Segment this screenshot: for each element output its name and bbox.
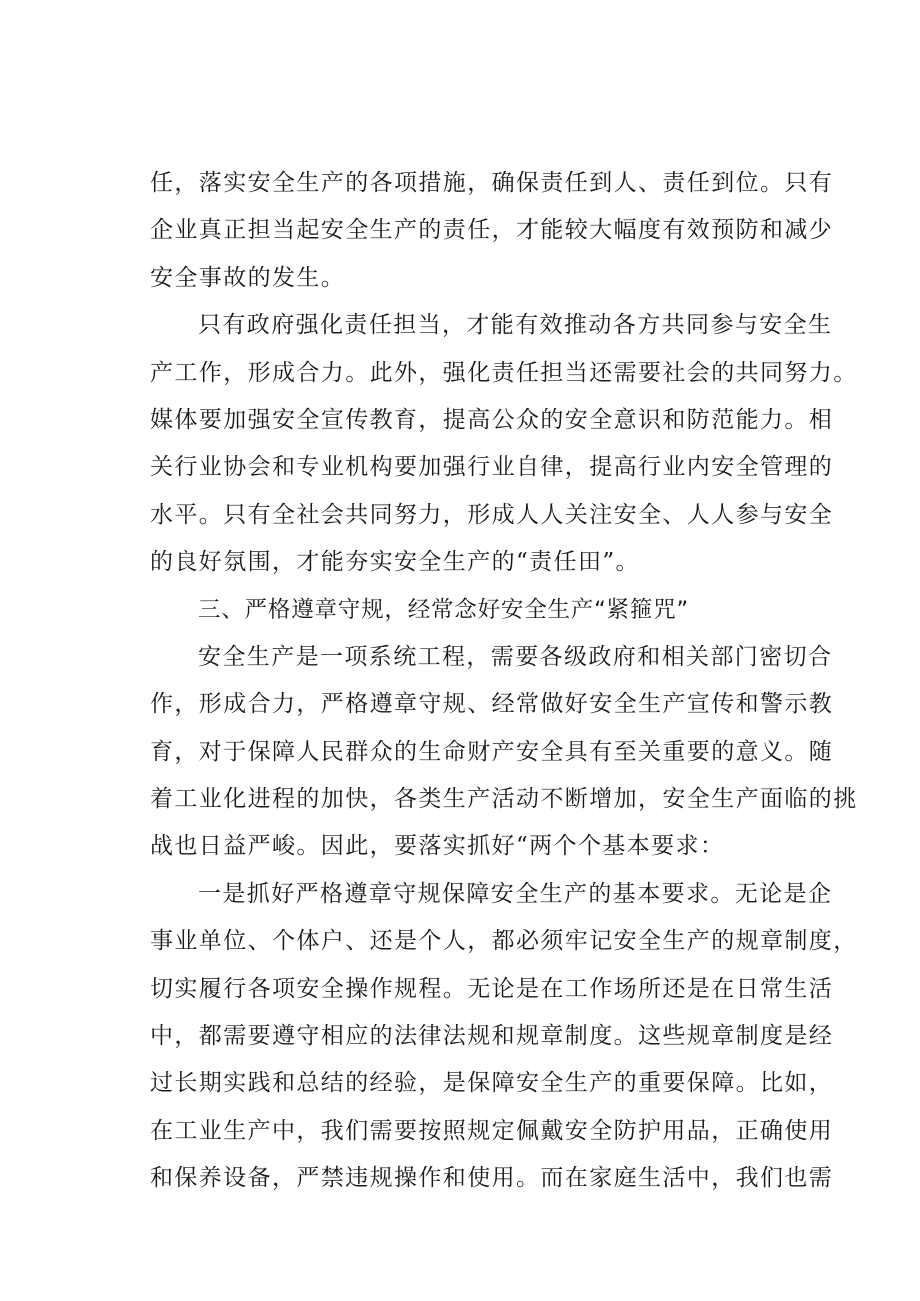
text-line: 事业单位、个体户、还是个人，都必须牢记安全生产的规章制度， xyxy=(150,928,858,955)
document-page xyxy=(150,160,858,1203)
text-line: 关行业协会和专业机构要加强行业自律，提高行业内安全管理的 xyxy=(150,454,834,481)
text-line: 在工业生产中，我们需要按照规定佩戴安全防护用品，正确使用 xyxy=(150,1117,834,1144)
text-line: 育，对于保障人民群众的生命财产安全具有至关重要的意义。随 xyxy=(150,738,834,765)
text-line: 切实履行各项安全操作规程。无论是在工作场所还是在日常生活 xyxy=(150,975,834,1002)
text-line: 一是抓好严格遵章守规保障安全生产的基本要求。无论是企 xyxy=(198,880,833,907)
paragraph-4 xyxy=(150,871,858,1203)
text-line: 战也日益严峻。因此，要落实抓好“两个个基本要求： xyxy=(150,833,725,860)
paragraph-3 xyxy=(150,634,858,871)
text-line: 中，都需要遵守相应的法律法规和规章制度。这些规章制度是经 xyxy=(150,1023,834,1050)
text-line: 着工业化进程的加快，各类生产活动不断增加，安全生产面临的挑 xyxy=(150,786,858,813)
paragraph-1 xyxy=(150,160,834,302)
text-line: 任，落实安全生产的各项措施，确保责任到人、责任到位。只有 xyxy=(150,170,834,196)
text-line: 的良好氛围，才能夯实安全生产的“责任田”。 xyxy=(150,549,640,576)
text-line: 过长期实践和总结的经验，是保障安全生产的重要保障。比如， xyxy=(150,1070,834,1097)
text-line: 媒体要加强安全宣传教育，提高公众的安全意识和防范能力。相 xyxy=(150,406,834,433)
text-line: 产工作，形成合力。此外，强化责任担当还需要社会的共同努力。 xyxy=(150,359,858,386)
text-line: 安全生产是一项系统工程，需要各级政府和相关部门密切合 xyxy=(198,643,833,670)
text-line: 安全事故的发生。 xyxy=(150,264,346,291)
text-line: 水平。只有全社会共同努力，形成人人关注安全、人人参与安全 xyxy=(150,501,834,528)
text-line: 作，形成合力，严格遵章守规、经常做好安全生产宣传和警示教 xyxy=(150,691,834,718)
paragraph-2 xyxy=(150,302,858,586)
text-line: 只有政府强化责任担当，才能有效推动各方共同参与安全生 xyxy=(198,312,833,339)
text-line: 企业真正担当起安全生产的责任，才能较大幅度有效预防和减少 xyxy=(150,217,834,244)
section-heading: 三、严格遵章守规，经常念好安全生产“紧箍咒” xyxy=(198,596,689,623)
text-line: 和保养设备，严禁违规操作和使用。而在家庭生活中，我们也需 xyxy=(150,1165,834,1192)
